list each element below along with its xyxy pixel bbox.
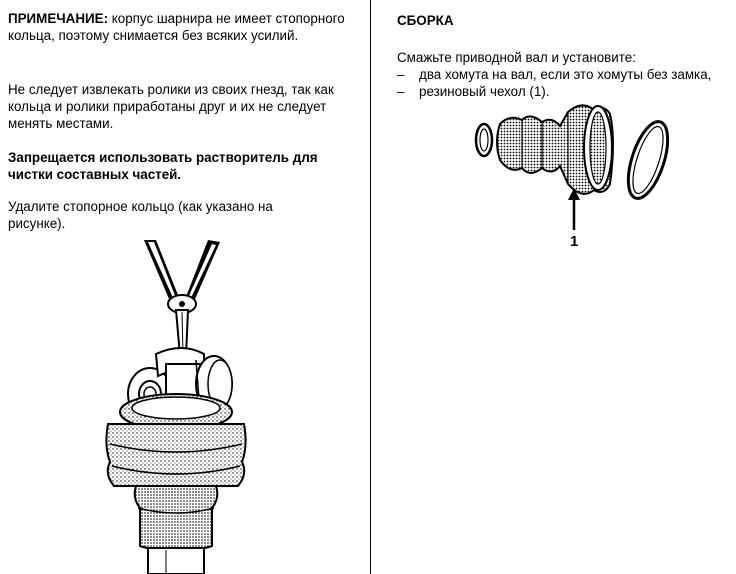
note-label: ПРИМЕЧАНИЕ: xyxy=(8,11,109,26)
section-heading: СБОРКА xyxy=(397,13,454,28)
list-item-text: резиновый чехол (1). xyxy=(419,84,550,99)
list-item-text: два хомута на вал, если это хомуты без замка, xyxy=(419,67,712,82)
rollers-paragraph: Не следует извлекать ролики из своих гнезд, так как кольца и ролики приработаны друг и их не следует менять местами. xyxy=(8,82,334,131)
list-dash: – xyxy=(397,67,405,82)
list-item xyxy=(397,83,711,100)
intro-line: Смажьте приводной вал и установите: xyxy=(397,50,636,65)
rubber-boot-and-clamps-illustration xyxy=(464,100,686,232)
right-column xyxy=(372,0,736,574)
list-item xyxy=(397,66,711,83)
install-list xyxy=(397,66,711,100)
pliers-removing-circlip-illustration xyxy=(96,236,256,574)
callout-number: 1 xyxy=(570,233,579,250)
warning-paragraph: Запрещается использовать растворитель для чистки составных частей. xyxy=(8,150,318,182)
note-text: корпус шарнира не имеет стопорного кольца, поэтому снимается без всяких усилий. xyxy=(8,11,345,43)
circlip-paragraph: Удалите стопорное кольцо (как указано на рисунке). xyxy=(8,199,273,231)
list-dash: – xyxy=(397,84,405,99)
column-divider xyxy=(370,0,371,574)
note-paragraph xyxy=(8,10,358,44)
